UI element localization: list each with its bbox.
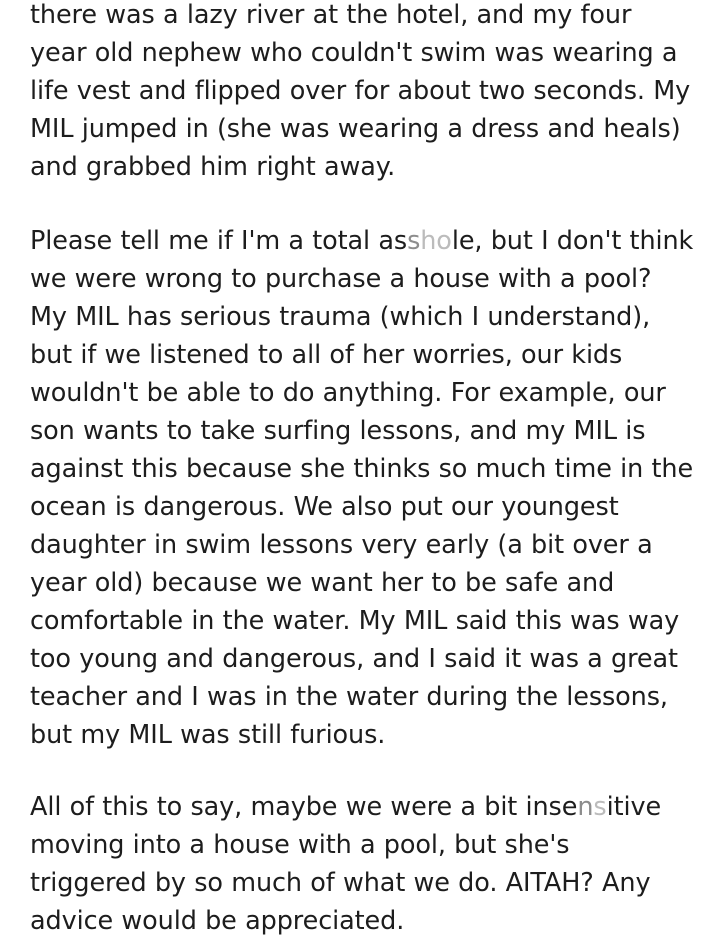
paragraph-3 xyxy=(30,788,694,940)
paragraph-spacer-2 xyxy=(30,754,694,788)
obscured-glyph-2: ho xyxy=(420,226,452,256)
paragraph-3-text-b: itive moving into a house with a pool, but she's triggered by so much of what we do. AITAH? Any advice would be appreciated. xyxy=(30,792,662,936)
paragraph-2 xyxy=(30,222,694,754)
paragraph-spacer xyxy=(30,186,694,222)
paragraph-2-text-b: le, but I don't think we were wrong to purchase a house with a pool? My MIL has serious trauma (which I understand), but if we listened to all of her worries, our kids wouldn't be able to do anything. For example, our son wants to take surfing lessons, and my MIL is against this because she thinks so much time in the ocean is dangerous. We also put our youngest daughter in swim lessons very early (a bit over a year old) because we want her to be safe and comfortable in the water. My MIL said this was way too young and dangerous, and I said it was a great teacher and I was in the water during the lessons, but my MIL was still furious. xyxy=(30,226,694,750)
obscured-glyph-3: n xyxy=(577,792,594,822)
obscured-glyph-4: s xyxy=(593,792,607,822)
paragraph-2-text-a: Please tell me if I'm a total as xyxy=(30,226,408,256)
paragraph-3-text-a: All of this to say, maybe we were a bit inse xyxy=(30,792,578,822)
obscured-glyph-1: s xyxy=(407,226,421,256)
paragraph-1: there was a lazy river at the hotel, and my four year old nephew who couldn't swim was wearing a life vest and flipped over for about two seconds. My MIL jumped in (she was wearing a dress and heals) and grabbed him right away. xyxy=(30,0,691,182)
